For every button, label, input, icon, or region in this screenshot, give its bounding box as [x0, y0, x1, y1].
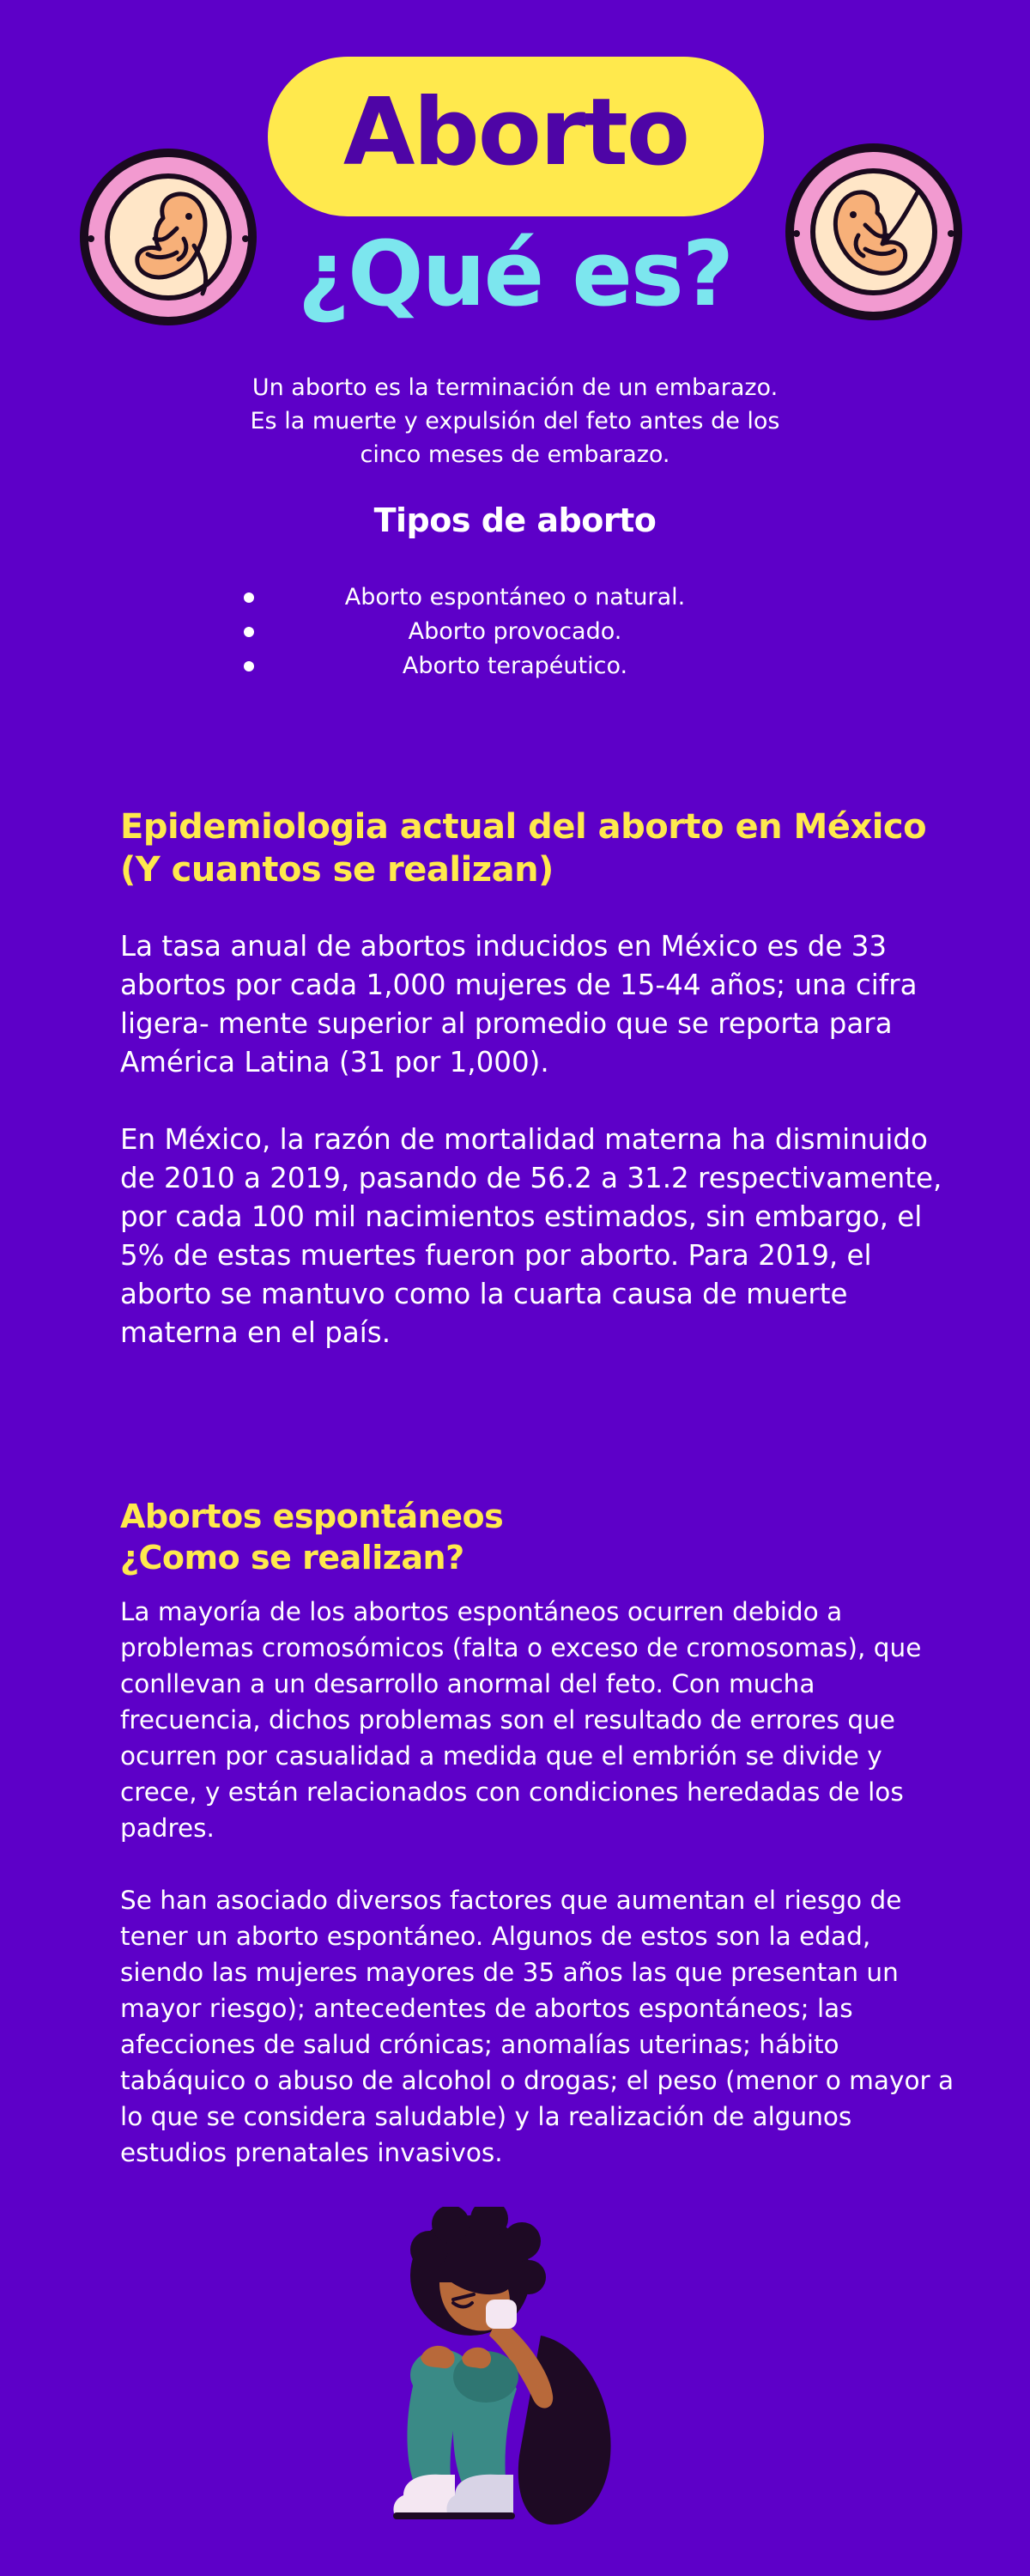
heading-line: Abortos espontáneos: [120, 1498, 504, 1535]
intro-line: Es la muerte y expulsión del feto antes de los: [250, 408, 780, 434]
paragraph: Se han asociado diversos factores que aumentan el riesgo de tener un aborto espontáneo. Algunos de estos son la edad, siendo las mujeres mayores de 35 años las que presentan un mayor riesgo); antecedentes de abortos espontáneos; las afecciones de salud crónicas; anomalías uterinas; hábito tabáquico o abuso de alcohol o drogas; el peso (menor o mayor a lo que se considera saludable) y la realización de algunos estudios prenatales invasivos.: [120, 1886, 954, 2167]
spontaneous-body: [120, 1594, 961, 2207]
paragraph: La tasa anual de abortos inducidos en México es de 33 abortos por cada 1,000 mujeres de 15-44 años; una cifra ligera- mente superior al promedio que se reporta para América Latina (31 por 1,000).: [120, 930, 918, 1078]
crying-person-illustration: [369, 2207, 661, 2533]
page-subtitle: ¿Qué es?: [297, 222, 733, 326]
intro-line: Un aborto es la terminación de un embarazo.: [251, 374, 779, 401]
heading-line: Epidemiologia actual del aborto en México: [120, 807, 927, 847]
intro-line: cinco meses de embarazo.: [360, 441, 670, 468]
title-banner: [268, 57, 764, 216]
page-title: Aborto: [342, 79, 689, 186]
paragraph: La mayoría de los abortos espontáneos ocurren debido a problemas cromosómicos (falta o exceso de cromosomas), que conllevan a un desarrollo anormal del feto. Con mucha frecuencia, dichos problemas son el resultado de errores que ocurren por casualidad a medida que el embrión se divide y crece, y están relacionados con condiciones heredadas de los padres.: [120, 1597, 922, 1843]
paragraph: En México, la razón de mortalidad materna ha disminuido de 2010 a 2019, pasando de 56.2 a 31.2 respectivamente, por cada 100 mil nacimientos estimados, sin embargo, el 5% de estas muertes fueron por aborto. Para 2019, el aborto se mantuvo como la cuarta causa de muerte materna en el país.: [120, 1123, 942, 1349]
embryo-icon: [779, 137, 968, 326]
spontaneous-heading: [120, 1496, 927, 1578]
types-list: [242, 580, 788, 683]
list-item: Aborto provocado.: [242, 615, 788, 649]
intro-text: [215, 371, 815, 471]
heading-line: (Y cuantos se realizan): [120, 850, 554, 890]
list-item: Aborto espontáneo o natural.: [242, 580, 788, 615]
types-heading: Tipos de aborto: [373, 501, 657, 539]
epidemiology-heading: [120, 805, 927, 891]
embryo-icon: [74, 143, 263, 331]
list-item: Aborto terapéutico.: [242, 649, 788, 683]
epidemiology-body: [120, 927, 953, 1391]
heading-line: ¿Como se realizan?: [120, 1539, 464, 1577]
